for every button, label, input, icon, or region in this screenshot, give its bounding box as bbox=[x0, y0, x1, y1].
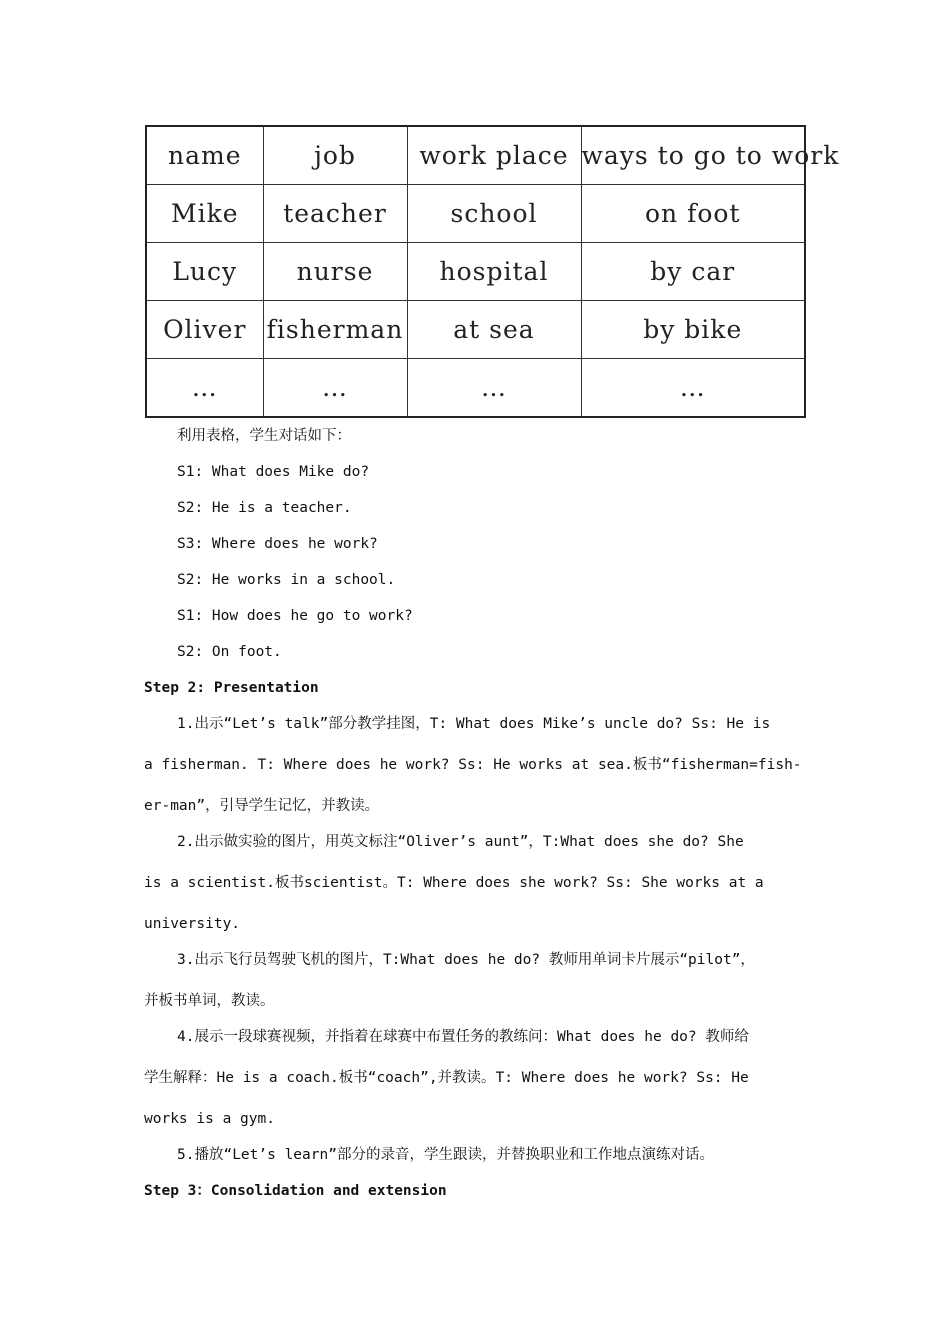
paragraph-line: a fisherman. T: Where does he work? Ss: He works at sea.板书“fisherman=fish- bbox=[144, 757, 802, 773]
table-cell: … bbox=[407, 359, 581, 418]
table-cell: Mike bbox=[146, 185, 263, 243]
section-heading: Step 3：Consolidation and extension bbox=[144, 1183, 447, 1199]
table-row bbox=[146, 359, 805, 418]
table-cell: … bbox=[146, 359, 263, 418]
dialogue-line: S2: On foot. bbox=[177, 644, 282, 660]
table-cell: ways to go to work bbox=[581, 126, 805, 185]
dialogue-line: S2: He works in a school. bbox=[177, 572, 396, 588]
table-row bbox=[146, 301, 805, 359]
table-cell: on foot bbox=[581, 185, 805, 243]
table-cell: nurse bbox=[263, 243, 407, 301]
paragraph-line: university. bbox=[144, 916, 241, 932]
table-cell: Oliver bbox=[146, 301, 263, 359]
table-header-row bbox=[146, 126, 805, 185]
table-cell: school bbox=[407, 185, 581, 243]
table-cell: job bbox=[263, 126, 407, 185]
table-cell: by car bbox=[581, 243, 805, 301]
paragraph-line: 学生解释：He is a coach.板书“coach”,并教读。T: Where does he work? Ss: He bbox=[144, 1070, 749, 1086]
dialogue-line: S2: He is a teacher. bbox=[177, 500, 352, 516]
paragraph-line: 3.出示飞行员驾驶飞机的图片，T:What does he do? 教师用单词卡片展示“pilot”， bbox=[177, 952, 755, 968]
table-row bbox=[146, 243, 805, 301]
table-cell: name bbox=[146, 126, 263, 185]
paragraph-line: 4.展示一段球赛视频，并指着在球赛中布置任务的教练问：What does he do? 教师给 bbox=[177, 1029, 749, 1045]
paragraph-line: 5.播放“Let’s learn”部分的录音，学生跟读，并替换职业和工作地点演练对话。 bbox=[177, 1147, 714, 1163]
paragraph-line: works is a gym. bbox=[144, 1111, 275, 1127]
vocabulary-table bbox=[145, 125, 840, 418]
dialogue-line: S1: What does Mike do? bbox=[177, 464, 370, 480]
table-row bbox=[146, 185, 805, 243]
section-heading: Step 2: Presentation bbox=[144, 680, 319, 696]
table-cell: … bbox=[263, 359, 407, 418]
table-cell: hospital bbox=[407, 243, 581, 301]
dialogue-line: S1: How does he go to work? bbox=[177, 608, 413, 624]
table-cell: … bbox=[581, 359, 805, 418]
paragraph-line: is a scientist.板书scientist。T: Where does she work? Ss: She works at a bbox=[144, 875, 764, 891]
paragraph-line: 并板书单词，教读。 bbox=[144, 993, 275, 1009]
dialogue-line: S3: Where does he work? bbox=[177, 536, 378, 552]
table-cell: work place bbox=[407, 126, 581, 185]
paragraph-line: er-man”，引导学生记忆，并教读。 bbox=[144, 798, 380, 814]
table-cell: Lucy bbox=[146, 243, 263, 301]
intro-line: 利用表格，学生对话如下： bbox=[177, 428, 351, 444]
paragraph-line: 1.出示“Let’s talk”部分教学挂图，T: What does Mike’s uncle do? Ss: He is bbox=[177, 716, 771, 732]
table-cell: fisherman bbox=[263, 301, 407, 359]
paragraph-line: 2.出示做实验的图片，用英文标注“Oliver’s aunt”，T:What does she do? She bbox=[177, 834, 744, 850]
table-cell: at sea bbox=[407, 301, 581, 359]
table-cell: teacher bbox=[263, 185, 407, 243]
table-cell: by bike bbox=[581, 301, 805, 359]
